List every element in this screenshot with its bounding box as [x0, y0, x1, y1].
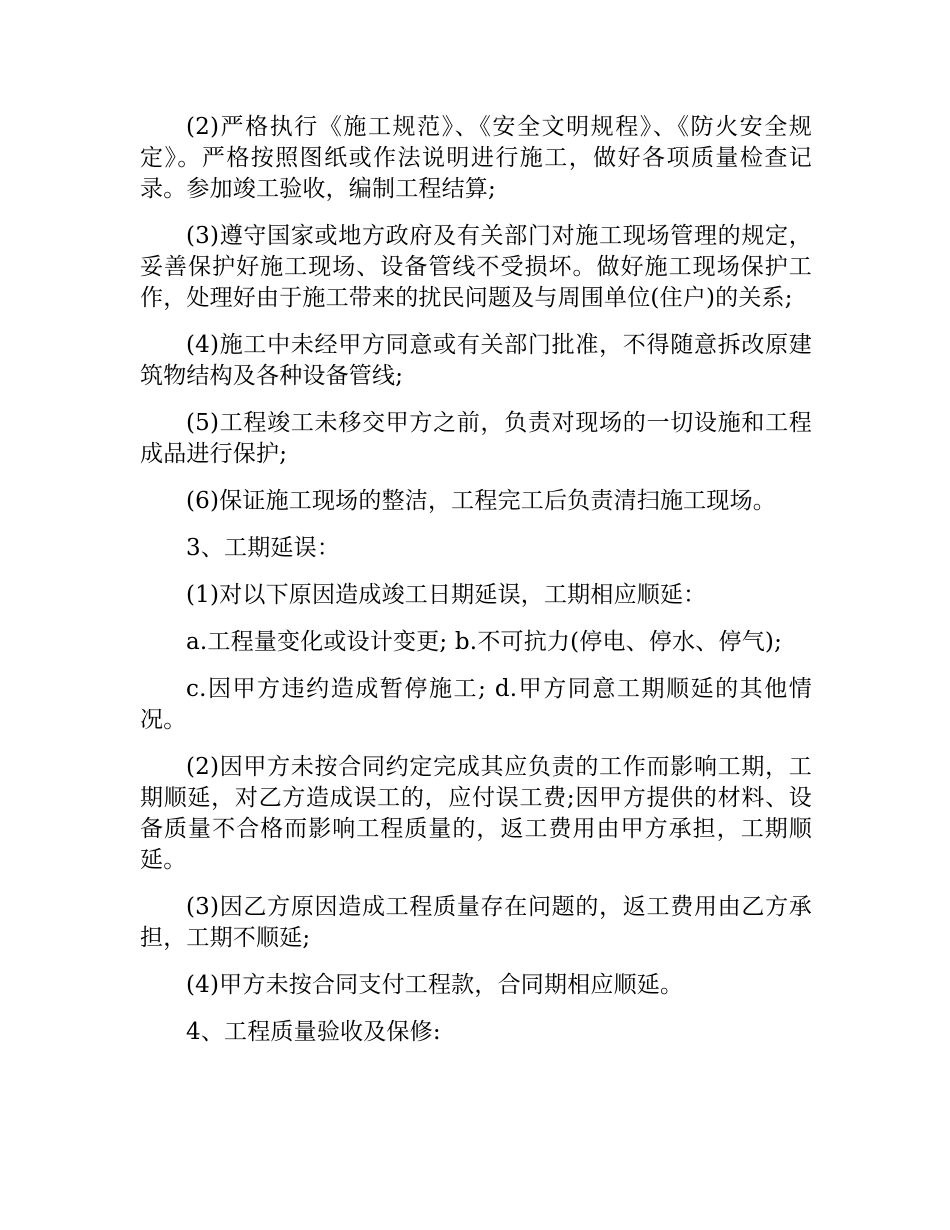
paragraph-clause-2-5: (5)工程竣工未移交甲方之前，负责对现场的一切设施和工程成品进行保护;: [140, 410, 812, 467]
paragraph-clause-3-3: (3)因乙方原因造成工程质量存在问题的，返工费用由乙方承担，工期不顺延;: [140, 894, 812, 951]
paragraph-clause-3-2: (2)因甲方未按合同约定完成其应负责的工作而影响工期，工期顺延，对乙方造成误工的，应付误工费;因甲方提供的材料、设备质量不合格而影响工程质量的，返工费用由甲方承担，工期顺延。: [140, 754, 812, 873]
section-heading-delay: 3、工期延误：: [186, 535, 341, 561]
paragraph-clause-2-6: (6)保证施工现场的整洁，工程完工后负责清扫施工现场。: [186, 488, 776, 514]
paragraph-clause-3-4: (4)甲方未按合同支付工程款，合同期相应顺延。: [186, 972, 684, 998]
paragraph-clause-3-1-cd: c.因甲方违约造成暂停施工; d.甲方同意工期顺延的其他情况。: [140, 676, 812, 733]
paragraph-clause-3-1: (1)对以下原因造成竣工日期延误，工期相应顺延：: [186, 582, 707, 608]
section-heading-quality: 4、工程质量验收及保修:: [186, 1019, 441, 1045]
paragraph-clause-2-4: (4)施工中未经甲方同意或有关部门批准，不得随意拆改原建筑物结构及各种设备管线;: [140, 332, 812, 389]
document-page: [140, 112, 812, 1064]
paragraph-clause-2-2: (2)严格执行《施工规范》、《安全文明规程》、《防火安全规定》。严格按照图纸或作法说明进行施工，做好各项质量检查记录。参加竣工验收，编制工程结算;: [140, 114, 812, 202]
paragraph-clause-2-3: (3)遵守国家或地方政府及有关部门对施工现场管理的规定，妥善保护好施工现场、设备管线不受损坏。做好施工现场保护工作，处理好由于施工带来的扰民问题及与周围单位(住户)的关系;: [140, 223, 812, 311]
paragraph-clause-3-1-ab: a.工程量变化或设计变更; b.不可抗力(停电、停水、停气);: [186, 629, 783, 655]
